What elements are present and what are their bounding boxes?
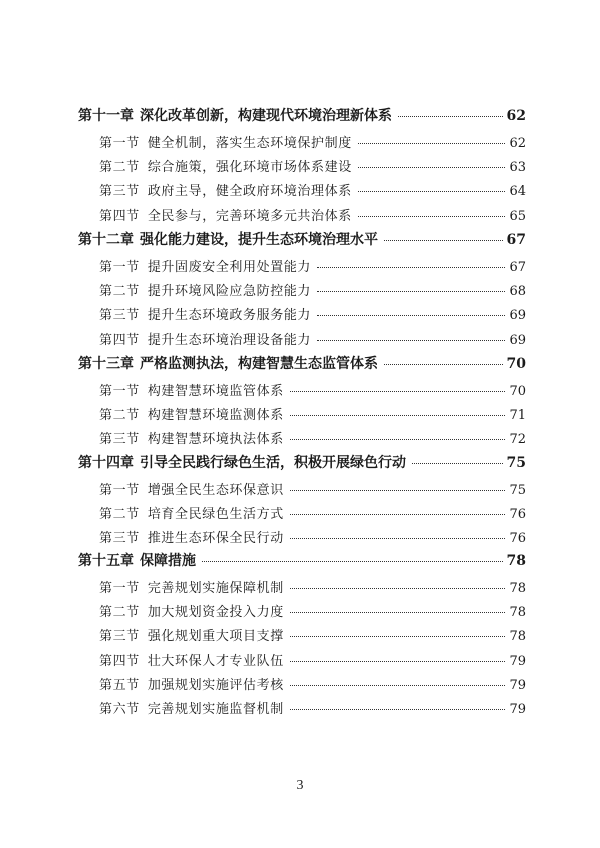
section-entry-title: 综合施策，强化环境市场体系建设 bbox=[147, 160, 352, 176]
section-entry[interactable] bbox=[99, 527, 526, 549]
section-entry-page: 72 bbox=[509, 432, 526, 448]
section-entry-page: 62 bbox=[509, 136, 526, 151]
dot-leader bbox=[317, 267, 505, 268]
section-entry-title: 提升生态环境政务服务能力 bbox=[147, 308, 312, 324]
section-entry-label bbox=[99, 304, 311, 323]
chapter-entry-label bbox=[78, 550, 196, 570]
section-entry-label bbox=[99, 428, 284, 447]
chapter-entry-label bbox=[78, 229, 378, 249]
section-entry-label bbox=[99, 280, 311, 299]
page-number: 3 bbox=[296, 778, 304, 793]
section-entry-number: 第四节 bbox=[99, 653, 140, 669]
section-entry-label bbox=[99, 698, 284, 717]
section-entry-label bbox=[99, 503, 284, 522]
chapter-entry[interactable] bbox=[78, 105, 526, 127]
chapter-entry-title: 引导全民践行绿色生活，积极开展绿色行动 bbox=[140, 455, 406, 471]
section-entry-label bbox=[99, 650, 284, 669]
section-entry-page: 70 bbox=[509, 384, 526, 399]
section-entry-title: 加强规划实施评估考核 bbox=[147, 677, 284, 693]
section-entry[interactable] bbox=[99, 698, 526, 720]
section-entry-title: 完善规划实施保障机制 bbox=[147, 581, 284, 596]
dot-leader bbox=[384, 364, 503, 365]
chapter-entry-page: 70 bbox=[506, 356, 526, 372]
section-entry-label bbox=[99, 674, 284, 693]
section-entry-page: 78 bbox=[509, 629, 526, 645]
section-entry-page: 67 bbox=[509, 260, 526, 275]
chapter-entry-title: 深化改革创新，构建现代环境治理新体系 bbox=[140, 108, 392, 124]
section-entry[interactable] bbox=[99, 205, 526, 227]
dot-leader bbox=[290, 588, 506, 589]
chapter-entry-number: 第十二章 bbox=[78, 232, 134, 248]
dot-leader bbox=[290, 709, 506, 710]
chapter-entry-title: 强化能力建设，提升生态环境治理水平 bbox=[140, 232, 378, 248]
chapter-entry[interactable] bbox=[78, 452, 526, 474]
section-entry-title: 完善规划实施监督机制 bbox=[147, 702, 284, 717]
section-entry-number: 第一节 bbox=[99, 581, 140, 596]
section-entry[interactable] bbox=[99, 280, 526, 302]
section-entry[interactable] bbox=[99, 601, 526, 623]
dot-leader bbox=[202, 561, 503, 562]
section-entry-title: 构建智慧环境监测体系 bbox=[147, 408, 284, 424]
chapter-entry-number: 第十一章 bbox=[78, 108, 134, 124]
dot-leader bbox=[384, 240, 503, 241]
section-entry-title: 培育全民绿色生活方式 bbox=[147, 507, 284, 523]
section-entry-number: 第二节 bbox=[99, 507, 140, 523]
section-entry-page: 79 bbox=[509, 702, 526, 717]
section-entry[interactable] bbox=[99, 304, 526, 326]
section-entry-label bbox=[99, 156, 352, 175]
dot-leader bbox=[290, 391, 506, 392]
section-entry-title: 增强全民生态环保意识 bbox=[147, 483, 284, 498]
section-entry[interactable] bbox=[99, 650, 526, 672]
section-entry-number: 第四节 bbox=[99, 208, 140, 224]
section-entry-title: 全民参与，完善环境多元共治体系 bbox=[147, 208, 352, 224]
dot-leader bbox=[358, 191, 506, 192]
section-entry-page: 69 bbox=[509, 308, 526, 324]
dot-leader bbox=[358, 143, 506, 144]
section-entry-page: 76 bbox=[509, 531, 526, 547]
chapter-entry-page: 62 bbox=[506, 108, 526, 124]
section-entry-number: 第三节 bbox=[99, 308, 140, 324]
section-entry-number: 第一节 bbox=[99, 384, 140, 399]
section-entry-page: 64 bbox=[509, 184, 526, 200]
section-entry-page: 79 bbox=[509, 677, 526, 693]
section-entry-title: 政府主导，健全政府环境治理体系 bbox=[147, 184, 352, 200]
section-entry-number: 第三节 bbox=[99, 531, 140, 547]
section-entry-page: 78 bbox=[509, 581, 526, 596]
section-entry-title: 强化规划重大项目支撑 bbox=[147, 629, 284, 645]
section-entry-label bbox=[99, 625, 284, 644]
chapter-entry-label bbox=[78, 353, 378, 373]
section-entry-label bbox=[99, 380, 284, 399]
section-entry-number: 第六节 bbox=[99, 702, 140, 717]
section-entry[interactable] bbox=[99, 132, 526, 154]
section-entry[interactable] bbox=[99, 180, 526, 202]
section-entry-label bbox=[99, 404, 284, 423]
section-entry-number: 第一节 bbox=[99, 260, 140, 275]
section-entry-page: 68 bbox=[509, 284, 526, 300]
chapter-entry-label bbox=[78, 452, 406, 472]
section-entry-number: 第二节 bbox=[99, 605, 140, 621]
section-entry-title: 健全机制，落实生态环境保护制度 bbox=[147, 136, 352, 151]
section-entry-label bbox=[99, 205, 352, 224]
section-entry-number: 第一节 bbox=[99, 483, 140, 498]
dot-leader bbox=[290, 612, 506, 613]
section-entry-number: 第四节 bbox=[99, 332, 140, 348]
section-entry-page: 79 bbox=[509, 653, 526, 669]
dot-leader bbox=[358, 167, 506, 168]
chapter-entry-number: 第十三章 bbox=[78, 356, 134, 372]
section-entry-page: 69 bbox=[509, 332, 526, 348]
chapter-entry-title: 保障措施 bbox=[140, 553, 196, 569]
dot-leader bbox=[317, 340, 505, 341]
section-entry[interactable] bbox=[99, 503, 526, 525]
section-entry-page: 75 bbox=[509, 483, 526, 498]
section-entry[interactable] bbox=[99, 156, 526, 178]
section-entry-number: 第一节 bbox=[99, 136, 140, 151]
dot-leader bbox=[398, 116, 503, 117]
section-entry-label bbox=[99, 527, 284, 546]
section-entry[interactable] bbox=[99, 404, 526, 426]
section-entry-title: 构建智慧环境监管体系 bbox=[147, 384, 284, 399]
section-entry-label bbox=[99, 256, 311, 275]
chapter-entry[interactable] bbox=[78, 229, 526, 251]
chapter-entry[interactable] bbox=[78, 550, 526, 572]
dot-leader bbox=[290, 661, 506, 662]
chapter-entry-page: 67 bbox=[506, 232, 526, 248]
chapter-entry-title: 严格监测执法，构建智慧生态监管体系 bbox=[140, 356, 378, 372]
chapter-entry-label bbox=[78, 105, 392, 125]
dot-leader bbox=[290, 439, 506, 440]
dot-leader bbox=[290, 538, 506, 539]
dot-leader bbox=[290, 490, 506, 491]
chapter-entry[interactable] bbox=[78, 353, 526, 375]
section-entry[interactable] bbox=[99, 380, 526, 402]
section-entry[interactable] bbox=[99, 329, 526, 351]
section-entry[interactable] bbox=[99, 577, 526, 599]
dot-leader bbox=[358, 216, 506, 217]
section-entry[interactable] bbox=[99, 625, 526, 647]
dot-leader bbox=[317, 315, 505, 316]
section-entry-page: 65 bbox=[509, 208, 526, 224]
dot-leader bbox=[317, 291, 505, 292]
section-entry-label bbox=[99, 479, 284, 498]
section-entry-number: 第二节 bbox=[99, 284, 140, 300]
section-entry-number: 第三节 bbox=[99, 432, 140, 448]
section-entry[interactable] bbox=[99, 479, 526, 501]
section-entry[interactable] bbox=[99, 256, 526, 278]
section-entry[interactable] bbox=[99, 428, 526, 450]
section-entry-page: 78 bbox=[509, 605, 526, 621]
section-entry-title: 提升环境风险应急防控能力 bbox=[147, 284, 312, 300]
section-entry-title: 推进生态环保全民行动 bbox=[147, 531, 284, 547]
section-entry-page: 76 bbox=[509, 507, 526, 523]
section-entry-label bbox=[99, 180, 352, 199]
dot-leader bbox=[290, 685, 506, 686]
chapter-entry-page: 75 bbox=[506, 455, 526, 471]
section-entry-page: 63 bbox=[509, 160, 526, 176]
section-entry-label bbox=[99, 601, 284, 620]
section-entry-number: 第三节 bbox=[99, 184, 140, 200]
chapter-entry-number: 第十五章 bbox=[78, 553, 134, 569]
section-entry-number: 第二节 bbox=[99, 408, 140, 424]
section-entry-page: 71 bbox=[509, 408, 526, 424]
section-entry[interactable] bbox=[99, 674, 526, 696]
section-entry-title: 提升生态环境治理设备能力 bbox=[147, 332, 312, 348]
section-entry-label bbox=[99, 132, 352, 151]
section-entry-label bbox=[99, 329, 311, 348]
dot-leader bbox=[290, 636, 506, 637]
section-entry-label bbox=[99, 577, 284, 596]
section-entry-title: 提升固废安全利用处置能力 bbox=[147, 260, 312, 275]
dot-leader bbox=[412, 463, 503, 464]
section-entry-title: 壮大环保人才专业队伍 bbox=[147, 653, 284, 669]
section-entry-number: 第二节 bbox=[99, 160, 140, 176]
dot-leader bbox=[290, 415, 506, 416]
section-entry-title: 加大规划资金投入力度 bbox=[147, 605, 284, 621]
section-entry-number: 第三节 bbox=[99, 629, 140, 645]
chapter-entry-number: 第十四章 bbox=[78, 455, 134, 471]
dot-leader bbox=[290, 514, 506, 515]
chapter-entry-page: 78 bbox=[506, 553, 526, 569]
section-entry-number: 第五节 bbox=[99, 677, 140, 693]
section-entry-title: 构建智慧环境执法体系 bbox=[147, 432, 284, 448]
